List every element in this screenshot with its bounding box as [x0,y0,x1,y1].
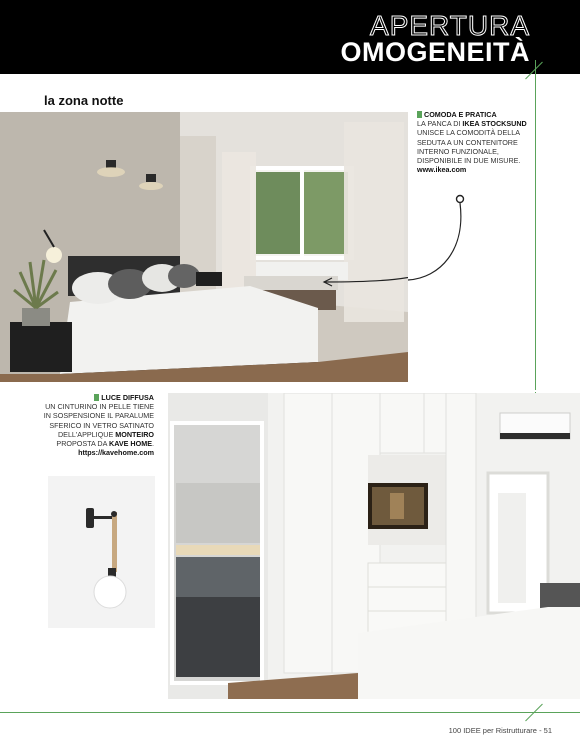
wall-lamp-illustration [48,476,155,628]
bedroom-photo [0,112,408,382]
header-title: OMOGENEITÀ [340,37,530,67]
lamp-product-image [48,476,155,628]
wardrobe-photo [168,393,580,699]
caption-bench [417,110,537,174]
caption-marker [417,111,422,118]
section-title: la zona notte [44,93,124,108]
caption-lamp-text-post: . [152,439,154,449]
page-header [0,0,580,74]
page-footer: 100 IDEE per Ristrutturare - 51 [448,726,552,735]
caption-bench-text-post: UNISCE LA COMODITÀ DELLA SEDUTA A UN CONTENITORE INTERNO FUNZIONALE, DISPONIBILE IN DUE MISURE. [417,128,521,166]
caption-lamp [40,393,154,457]
caption-bench-text-pre: LA PANCA DI [417,119,463,129]
pointer-line [400,190,470,290]
caption-bench-head: COMODA E PRATICA [424,110,497,119]
wardrobe-illustration [168,393,580,699]
header-kicker: APERTURA [370,10,530,41]
caption-lamp-text-pre: UN CINTURINO IN PELLE TIENE IN SOSPENSIONE IL PARALUME SFERICO IN VETRO SATINATO DELL'APPLIQUE [43,402,154,439]
caption-lamp-brand2: KAVE HOME [109,439,152,449]
bedroom-illustration [0,112,408,382]
caption-lamp-url[interactable]: https://kavehome.com [78,448,154,458]
caption-bench-url[interactable]: www.ikea.com [417,165,467,175]
caption-lamp-text-mid: PROPOSTA DA [56,439,109,449]
caption-bench-brand: IKEA STOCKSUND [462,119,527,129]
accent-rule-bottom [0,712,580,713]
caption-lamp-head: LUCE DIFFUSA [101,393,154,402]
caption-lamp-brand: MONTEIRO [115,429,154,439]
caption-marker [94,394,99,401]
